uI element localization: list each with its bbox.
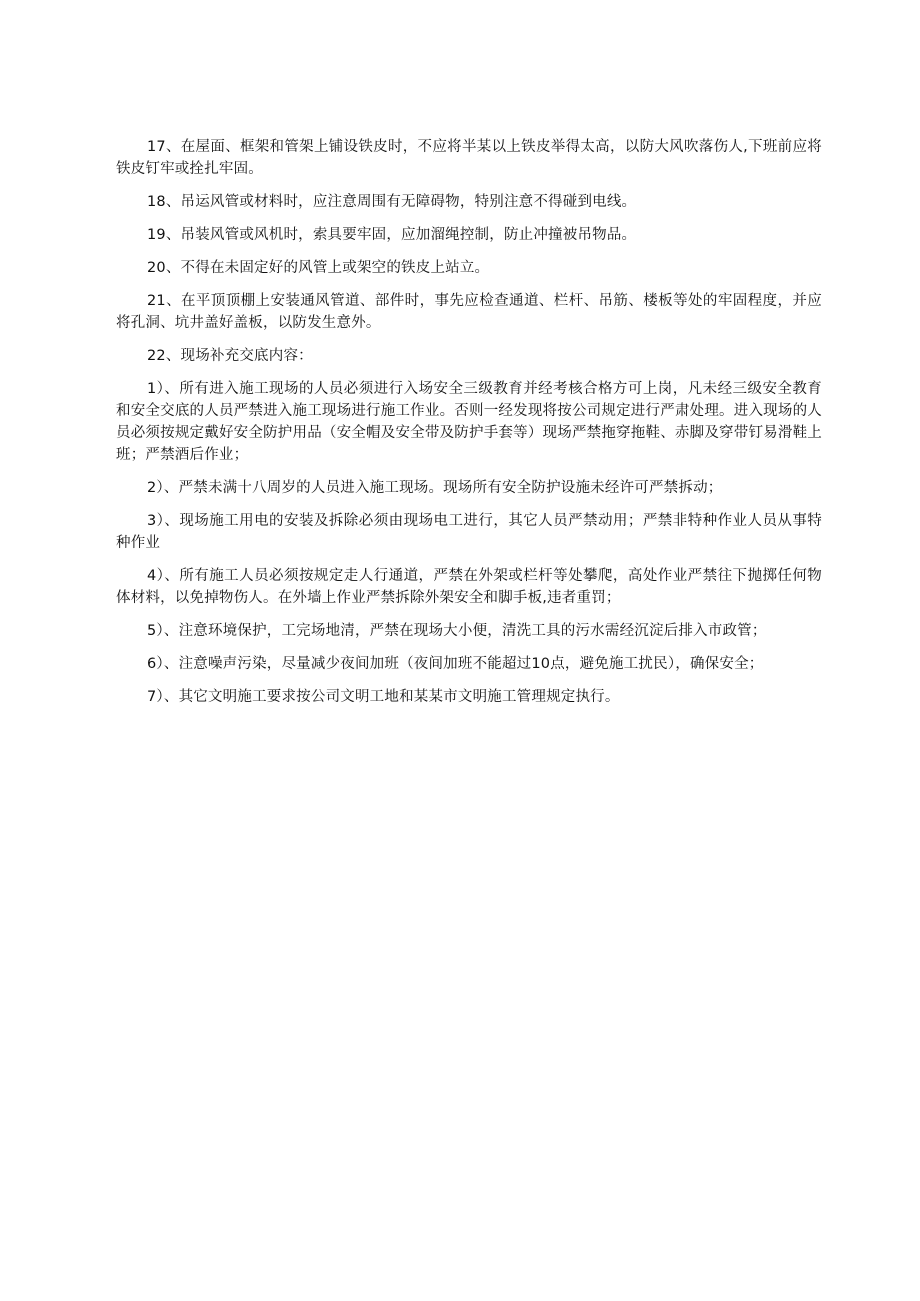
supplement-item-6: 6）、注意噪声污染，尽量减少夜间加班（夜间加班不能超过10点，避免施工扰民），确保安全； xyxy=(147,656,764,672)
clause-17: 17、在屋面、框架和管架上铺设铁皮时，不应将半某以上铁皮举得太高，以防大风吹落伤人,下班前应将铁皮钉牢或拴扎牢固。 xyxy=(116,139,822,177)
supplement-item-1: 1）、所有进入施工现场的人员必须进行入场安全三级教育并经考核合格方可上岗，凡未经三级安全教育和安全交底的人员严禁进入施工现场进行施工作业。否则一经发现将按公司规定进行严肃处理。进入现场的人员必须按规定戴好安全防护用品（安全帽及安全带及防护手套等）现场严禁拖穿拖鞋、赤脚及穿带钉易滑鞋上班；严禁酒后作业； xyxy=(116,381,822,463)
clause-22-heading: 22、现场补充交底内容： xyxy=(147,348,313,364)
supplement-item-5: 5）、注意环境保护，工完场地清，严禁在现场大小便，清洗工具的污水需经沉淀后排入市政管； xyxy=(147,623,767,639)
clause-20: 20、不得在未固定好的风管上或架空的铁皮上站立。 xyxy=(147,260,490,276)
clause-19: 19、吊装风管或风机时，索具要牢固，应加溜绳控制，防止冲撞被吊物品。 xyxy=(147,227,637,243)
document-body xyxy=(116,136,822,719)
clause-21: 21、在平顶顶棚上安装通风管道、部件时，事先应检查通道、栏杆、吊筋、楼板等处的牢固程度，并应将孔洞、坑井盖好盖板，以防发生意外。 xyxy=(116,293,822,331)
supplement-item-4: 4）、所有施工人员必须按规定走人行通道，严禁在外架或栏杆等处攀爬，高处作业严禁往下抛掷任何物体材料，以免掉物伤人。在外墙上作业严禁拆除外架安全和脚手板,违者重罚； xyxy=(116,568,822,606)
supplement-item-2: 2）、严禁未满十八周岁的人员进入施工现场。现场所有安全防护设施未经许可严禁拆动； xyxy=(147,480,723,496)
clause-18: 18、吊运风管或材料时，应注意周围有无障碍物，特别注意不得碰到电线。 xyxy=(147,194,637,210)
supplement-item-3: 3）、现场施工用电的安装及拆除必须由现场电工进行，其它人员严禁动用；严禁非特种作业人员从事特种作业 xyxy=(116,513,822,551)
supplement-item-7: 7）、其它文明施工要求按公司文明工地和某某市文明施工管理规定执行。 xyxy=(147,689,620,705)
